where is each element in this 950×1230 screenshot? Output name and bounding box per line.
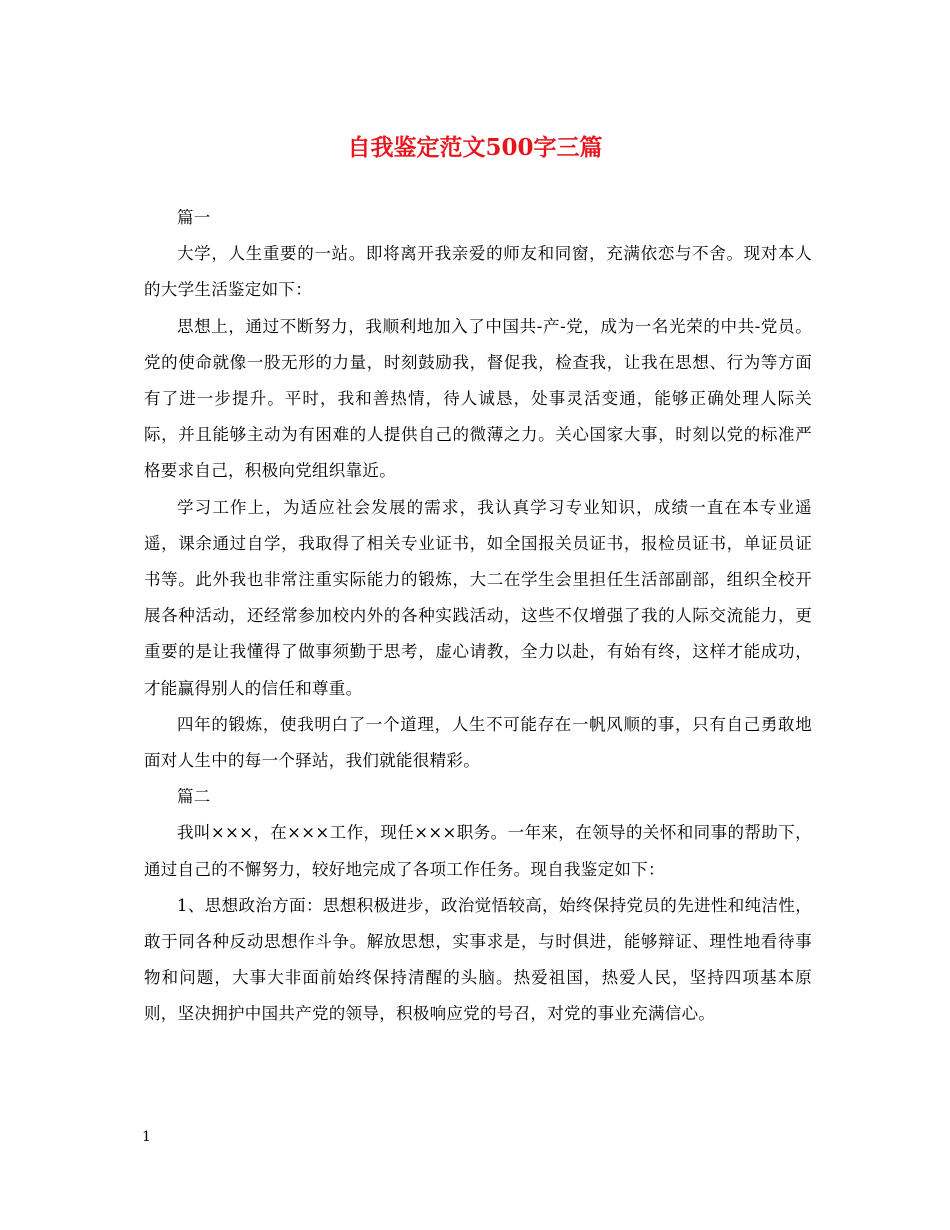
section-heading-2: 篇二 — [177, 787, 211, 807]
paragraph-study-work: 学习工作上，为适应社会发展的需求，我认真学习专业知识，成绩一直在本专业遥遥，课余通过自学，我取得了相关专业证书，如全国报关员证书，报检员证书，单证员证书等。此外我也非常注重实际能力的锻炼，大二在学生会里担任生活部副部，组织全校开展各种活动，还经常参加校内外的各种实践活动，这些不仅增强了我的人际交流能力，更重要的是让我懂得了做事须勤于思考，虚心请教，全力以赴，有始有终，这样才能成功，才能赢得别人的信任和尊重。 — [144, 497, 812, 698]
paragraph-intro: 大学，人生重要的一站。即将离开我亲爱的师友和同窗，充满依恋与不舍。现对本人的大学生活鉴定如下： — [144, 244, 812, 300]
paragraph-political: 1、思想政治方面：思想积极进步，政治觉悟较高，始终保持党员的先进性和纯洁性，敢于同各种反动思想作斗争。解放思想，实事求是，与时俱进，能够辩证、理性地看待事物和问题，大事大非面前始终保持清醒的头脑。热爱祖国，热爱人民，坚持四项基本原则，坚决拥护中国共产党的领导，积极响应党的号召，对党的事业充满信心。 — [144, 895, 812, 1024]
document-body — [144, 200, 812, 1033]
section-heading-1: 篇一 — [177, 208, 211, 227]
page-number: 1 — [142, 1129, 151, 1145]
document-title: 自我鉴定范文500字三篇 — [347, 134, 603, 161]
paragraph-thought: 思想上，通过不断努力，我顺利地加入了中国共-产-党，成为一名光荣的中共-党员。党的使命就像一股无形的力量，时刻鼓励我，督促我，检查我，让我在思想、行为等方面有了进一步提升。平时，我和善热情，待人诚恳，处事灵活变通，能够正确处理人际关际，并且能够主动为有困难的人提供自己的微薄之力。关心国家大事，时刻以党的标准严格要求自己，积极向党组织靠近。 — [144, 316, 812, 481]
paragraph-conclusion: 四年的锻炼，使我明白了一个道理，人生不可能存在一帆风顺的事，只有自己勇敢地面对人生中的每一个驿站，我们就能很精彩。 — [144, 714, 812, 771]
paragraph-self-intro: 我叫×××，在×××工作，现任×××职务。一年来，在领导的关怀和同事的帮助下，通过自己的不懈努力，较好地完成了各项工作任务。现自我鉴定如下： — [144, 823, 812, 879]
